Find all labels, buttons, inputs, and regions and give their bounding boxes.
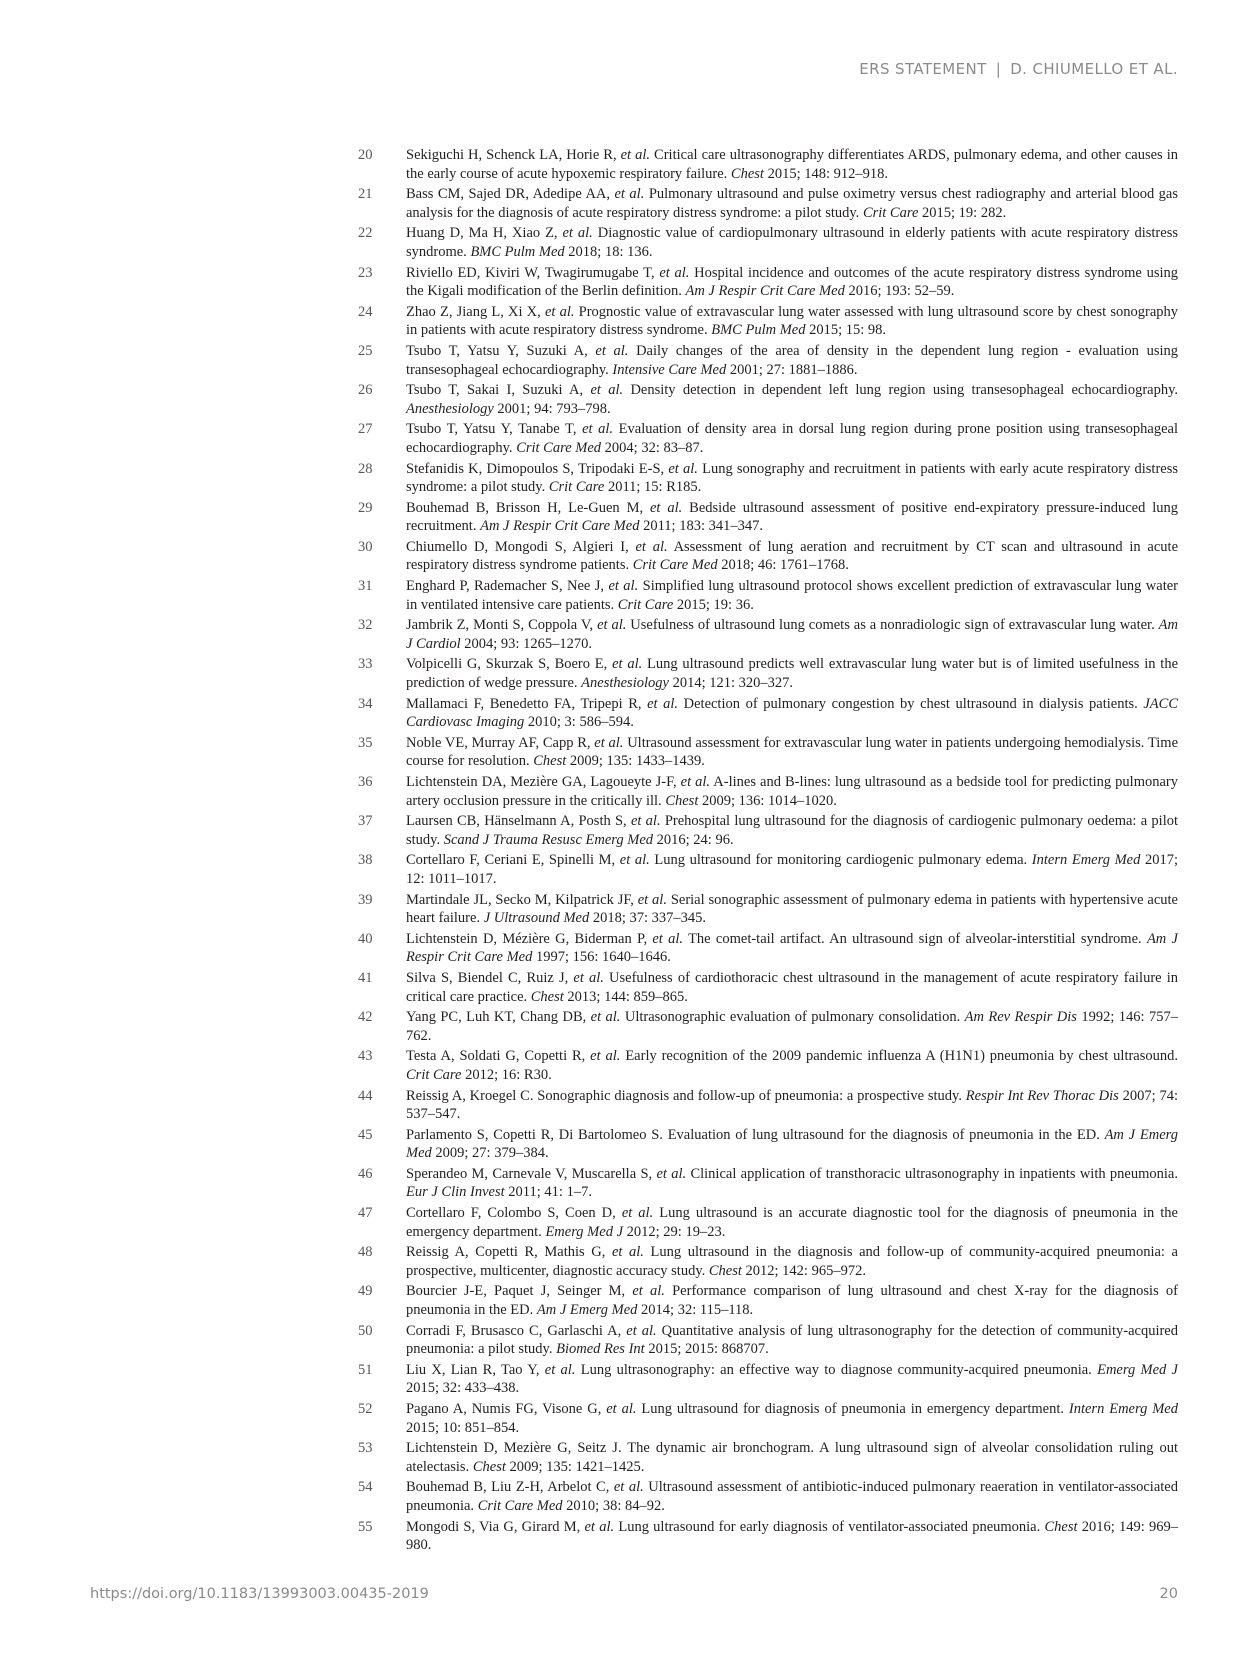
- reference-number: 52: [358, 1401, 373, 1417]
- reference-number: 34: [358, 695, 373, 712]
- reference-text: Parlamento S, Copetti R, Di Bartolomeo S. Evaluation of lung ultrasound for the diagnosis of pneumonia in the ED. Am J Emerg Med 2009; 27: 379–384.: [406, 1126, 1178, 1162]
- reference-text: Zhao Z, Jiang L, Xi X, et al. Prognostic value of extravascular lung water assessed with lung ultrasound score by chest sonography in patients with acute respiratory distress syndrome. BMC Pulm Med 2015; 15: 98.: [406, 303, 1179, 339]
- reference-number: 49: [358, 1283, 373, 1300]
- reference-item: [358, 1478, 1178, 1515]
- reference-text: Bouhemad B, Liu Z-H, Arbelot C, et al. Ultrasound assessment of antibiotic-induced pulmonary reaeration in ventilator-associated pneumonia. Crit Care Med 2010; 38: 84–92.: [406, 1479, 1178, 1514]
- reference-list: [358, 146, 1178, 1557]
- reference-item: [358, 185, 1178, 222]
- reference-text: Testa A, Soldati G, Copetti R, et al. Early recognition of the 2009 pandemic influenza A (H1N1) pneumonia by chest ultrasound. Crit Care 2012; 16: R30.: [406, 1048, 1179, 1083]
- reference-text: Bourcier J-E, Paquet J, Seinger M, et al. Performance comparison of lung ultrasound and chest X-ray for the diagnosis of pneumonia in the ED. Am J Emerg Med 2014; 32: 115–118.: [406, 1283, 1178, 1319]
- reference-item: [358, 1165, 1178, 1202]
- reference-number: 25: [358, 342, 373, 359]
- reference-item: [358, 303, 1178, 340]
- reference-number: 28: [358, 460, 373, 477]
- reference-item: [358, 1518, 1178, 1555]
- reference-text: Reissig A, Copetti R, Mathis G, et al. Lung ultrasound in the diagnosis and follow-up of community-acquired pneumonia: a prospective, multicenter, diagnostic accuracy study. Chest 2012; 142: 965–972.: [406, 1244, 1178, 1279]
- reference-item: [358, 577, 1178, 614]
- reference-number: 38: [358, 852, 373, 869]
- reference-item: [358, 695, 1178, 732]
- reference-item: [358, 1361, 1178, 1398]
- reference-text: Liu X, Lian R, Tao Y, et al. Lung ultrasonography: an effective way to diagnose community-acquired pneumonia. Emerg Med J 2015; 32: 433–438.: [406, 1361, 1178, 1397]
- reference-text: Jambrik Z, Monti S, Coppola V, et al. Usefulness of ultrasound lung comets as a nonradiologic sign of extravascular lung water. Am J Cardiol 2004; 93: 1265–1270.: [406, 617, 1178, 652]
- reference-number: 23: [358, 264, 373, 281]
- reference-text: Yang PC, Luh KT, Chang DB, et al. Ultrasonographic evaluation of pulmonary consolidation. Am Rev Respir Dis 1992; 146: 757–762.: [406, 1009, 1178, 1044]
- reference-item: [358, 891, 1178, 928]
- reference-text: Sperandeo M, Carnevale V, Muscarella S, et al. Clinical application of transthoracic ultrasonography in inpatients with pneumonia. Eur J Clin Invest 2011; 41: 1–7.: [406, 1165, 1178, 1201]
- page-number: 20: [1159, 1586, 1178, 1602]
- reference-text: Corradi F, Brusasco C, Garlaschi A, et al. Quantitative analysis of lung ultrasonography for the detection of community-acquired pneumonia: a pilot study. Biomed Res Int 2015; 2015: 868707.: [406, 1322, 1178, 1358]
- reference-item: [358, 460, 1178, 497]
- reference-item: [358, 1047, 1178, 1084]
- reference-item: [358, 616, 1178, 653]
- reference-text: Tsubo T, Yatsu Y, Suzuki A, et al. Daily changes of the area of density in the dependent lung region - evaluation using transesophageal echocardiography. Intensive Care Med 2001; 27: 1881–1886.: [406, 342, 1178, 378]
- reference-number: 20: [358, 147, 373, 163]
- reference-number: 54: [358, 1479, 373, 1496]
- reference-text: Bouhemad B, Brisson H, Le-Guen M, et al. Bedside ultrasound assessment of positive end-expiratory pressure-induced lung recruitment. Am J Respir Crit Care Med 2011; 183: 341–347.: [406, 499, 1179, 535]
- reference-text: Laursen CB, Hänselmann A, Posth S, et al. Prehospital lung ultrasound for the diagnosis of cardiogenic pulmonary oedema: a pilot study. Scand J Trauma Resusc Emerg Med 2016; 24: 96.: [406, 813, 1178, 848]
- reference-item: [358, 224, 1178, 261]
- reference-item: [358, 264, 1178, 301]
- reference-number: 21: [358, 186, 373, 203]
- reference-item: [358, 851, 1178, 888]
- reference-number: 51: [358, 1361, 373, 1378]
- reference-text: Enghard P, Rademacher S, Nee J, et al. Simplified lung ultrasound protocol shows excellent prediction of extravascular lung water in ventilated intensive care patients. Crit Care 2015; 19: 36.: [406, 578, 1178, 613]
- reference-text: Riviello ED, Kiviri W, Twagirumugabe T, et al. Hospital incidence and outcomes of the acute respiratory distress syndrome using the Kigali modification of the Berlin definition. Am J Respir Crit Care Med 2016; 193: 52–59.: [406, 264, 1178, 300]
- reference-number: 55: [358, 1518, 373, 1535]
- reference-text: Tsubo T, Sakai I, Suzuki A, et al. Density detection in dependent left lung region using transesophageal echocardiography. Anesthesiology 2001; 94: 793–798.: [406, 382, 1179, 417]
- reference-item: [358, 969, 1178, 1006]
- reference-item: [358, 420, 1178, 457]
- reference-number: 43: [358, 1048, 373, 1065]
- reference-text: Huang D, Ma H, Xiao Z, et al. Diagnostic value of cardiopulmonary ultrasound in elderly patients with acute respiratory distress syndrome. BMC Pulm Med 2018; 18: 136.: [406, 225, 1178, 260]
- reference-number: 35: [358, 734, 373, 751]
- reference-number: 36: [358, 774, 373, 790]
- running-head: [859, 60, 1178, 78]
- reference-number: 42: [358, 1009, 373, 1026]
- reference-number: 40: [358, 930, 373, 947]
- reference-text: Martindale JL, Secko M, Kilpatrick JF, et al. Serial sonographic assessment of pulmonary edema in patients with hypertensive acute heart failure. J Ultrasound Med 2018; 37: 337–345.: [406, 891, 1178, 927]
- reference-item: [358, 342, 1178, 379]
- running-head-authors: D. CHIUMELLO ET AL.: [1010, 60, 1178, 78]
- reference-item: [358, 930, 1178, 967]
- reference-number: 26: [358, 382, 373, 399]
- reference-number: 29: [358, 499, 373, 516]
- reference-text: Stefanidis K, Dimopoulos S, Tripodaki E-S, et al. Lung sonography and recruitment in patients with early acute respiratory distress syndrome: a pilot study. Crit Care 2011; 15: R185.: [406, 460, 1179, 496]
- reference-number: 44: [358, 1087, 373, 1104]
- reference-item: [358, 773, 1178, 810]
- reference-text: Tsubo T, Yatsu Y, Tanabe T, et al. Evaluation of density area in dorsal lung region during prone position using transesophageal echocardiography. Crit Care Med 2004; 32: 83–87.: [406, 421, 1178, 456]
- reference-text: Mallamaci F, Benedetto FA, Tripepi R, et al. Detection of pulmonary congestion by chest ultrasound in dialysis patients. JACC Cardiovasc Imaging 2010; 3: 586–594.: [406, 695, 1178, 731]
- reference-number: 31: [358, 578, 373, 595]
- reference-number: 45: [358, 1126, 373, 1143]
- reference-item: [358, 381, 1178, 418]
- reference-number: 30: [358, 538, 373, 555]
- reference-item: [358, 1087, 1178, 1124]
- reference-item: [358, 655, 1178, 692]
- footer-doi-link[interactable]: https://doi.org/10.1183/13993003.00435-2019: [90, 1586, 429, 1602]
- reference-number: 32: [358, 617, 373, 634]
- reference-number: 46: [358, 1165, 373, 1182]
- reference-item: [358, 1008, 1178, 1045]
- reference-number: 27: [358, 421, 373, 438]
- reference-number: 39: [358, 891, 373, 908]
- reference-item: [358, 1400, 1178, 1437]
- reference-text: Cortellaro F, Ceriani E, Spinelli M, et al. Lung ultrasound for monitoring cardiogenic pulmonary edema. Intern Emerg Med 2017; 12: 1011–1017.: [406, 852, 1178, 887]
- reference-text: Volpicelli G, Skurzak S, Boero E, et al. Lung ultrasound predicts well extravascular lung water but is of limited usefulness in the prediction of wedge pressure. Anesthesiology 2014; 121: 320–327.: [406, 656, 1178, 692]
- reference-item: [358, 1282, 1178, 1319]
- reference-item: [358, 734, 1178, 771]
- running-head-separator: |: [995, 60, 1002, 78]
- reference-text: Sekiguchi H, Schenck LA, Horie R, et al. Critical care ultrasonography differentiates ARDS, pulmonary edema, and other causes in the early course of acute hypoxemic respiratory failure. Chest 2015; 148: 912–918.: [406, 147, 1178, 182]
- reference-item: [358, 1243, 1178, 1280]
- reference-text: Bass CM, Sajed DR, Adedipe AA, et al. Pulmonary ultrasound and pulse oximetry versus chest radiography and arterial blood gas analysis for the diagnosis of acute respiratory distress syndrome: a pilot study. Crit Care 2015; 19: 282.: [406, 186, 1178, 221]
- reference-item: [358, 1126, 1178, 1163]
- reference-item: [358, 499, 1178, 536]
- reference-item: [358, 1439, 1178, 1476]
- reference-number: 33: [358, 656, 373, 673]
- reference-text: Mongodi S, Via G, Girard M, et al. Lung ultrasound for early diagnosis of ventilator-associated pneumonia. Chest 2016; 149: 969–980.: [406, 1518, 1179, 1554]
- reference-number: 22: [358, 225, 373, 242]
- reference-number: 41: [358, 969, 373, 986]
- reference-number: 24: [358, 303, 373, 320]
- reference-number: 47: [358, 1205, 373, 1222]
- reference-number: 53: [358, 1440, 373, 1457]
- reference-text: Lichtenstein D, Mezière G, Seitz J. The dynamic air bronchogram. A lung ultrasound sign of alveolar consolidation ruling out atelectasis. Chest 2009; 135: 1421–1425.: [406, 1440, 1178, 1475]
- reference-item: [358, 538, 1178, 575]
- reference-number: 48: [358, 1244, 373, 1261]
- reference-item: [358, 1322, 1178, 1359]
- reference-text: Lichtenstein DA, Mezière GA, Lagoueyte J-F, et al. A-lines and B-lines: lung ultrasound as a bedside tool for predicting pulmonary artery occlusion pressure in the critically ill. Chest 2009; 136: 1014–1020.: [406, 774, 1178, 809]
- reference-text: Reissig A, Kroegel C. Sonographic diagnosis and follow-up of pneumonia: a prospective study. Respir Int Rev Thorac Dis 2007; 74: 537–547.: [406, 1087, 1178, 1123]
- reference-text: Noble VE, Murray AF, Capp R, et al. Ultrasound assessment for extravascular lung water in patients undergoing hemodialysis. Time course for resolution. Chest 2009; 135: 1433–1439.: [406, 734, 1178, 770]
- reference-number: 50: [358, 1322, 373, 1339]
- reference-item: [358, 1204, 1178, 1241]
- reference-text: Cortellaro F, Colombo S, Coen D, et al. Lung ultrasound is an accurate diagnostic tool for the diagnosis of pneumonia in the emergency department. Emerg Med J 2012; 29: 19–23.: [406, 1205, 1178, 1240]
- reference-text: Pagano A, Numis FG, Visone G, et al. Lung ultrasound for diagnosis of pneumonia in emergency department. Intern Emerg Med 2015; 10: 851–854.: [406, 1401, 1178, 1436]
- reference-text: Silva S, Biendel C, Ruiz J, et al. Usefulness of cardiothoracic chest ultrasound in the management of acute respiratory failure in critical care practice. Chest 2013; 144: 859–865.: [406, 969, 1179, 1005]
- reference-item: [358, 146, 1178, 183]
- reference-text: Chiumello D, Mongodi S, Algieri I, et al. Assessment of lung aeration and recruitment by CT scan and ultrasound in acute respiratory distress syndrome patients. Crit Care Med 2018; 46: 1761–1768.: [406, 538, 1179, 574]
- reference-number: 37: [358, 813, 373, 830]
- reference-item: [358, 812, 1178, 849]
- running-head-section: ERS STATEMENT: [859, 60, 987, 78]
- reference-text: Lichtenstein D, Mézière G, Biderman P, et al. The comet-tail artifact. An ultrasound sign of alveolar-interstitial syndrome. Am J Respir Crit Care Med 1997; 156: 1640–1646.: [406, 930, 1178, 966]
